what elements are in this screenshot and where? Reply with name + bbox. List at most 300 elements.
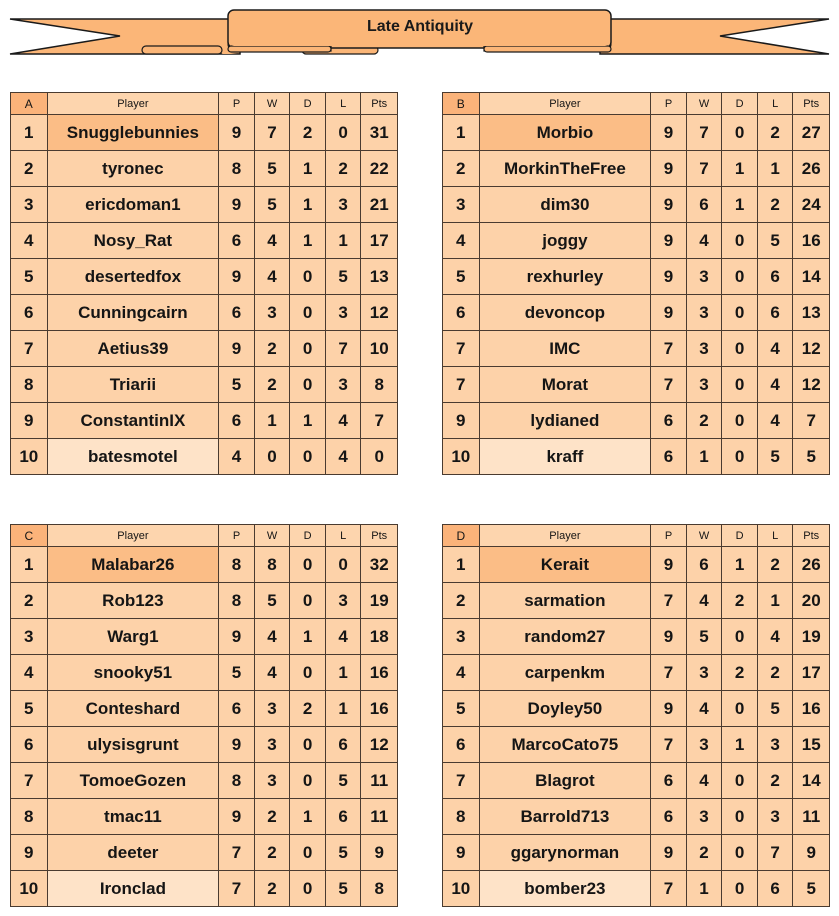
l-cell: 1 (757, 151, 793, 187)
pts-cell: 12 (361, 727, 398, 763)
d-cell: 0 (722, 619, 758, 655)
w-cell: 4 (686, 583, 722, 619)
column-header-player: Player (47, 525, 219, 547)
p-cell: 9 (651, 187, 687, 223)
p-cell: 7 (219, 871, 255, 907)
w-cell: 4 (254, 259, 290, 295)
d-cell: 0 (722, 367, 758, 403)
table-row (11, 619, 398, 655)
d-cell: 0 (290, 871, 326, 907)
table-row (443, 187, 830, 223)
player-name-cell: random27 (479, 619, 651, 655)
group-label: D (443, 525, 480, 547)
p-cell: 7 (651, 583, 687, 619)
d-cell: 1 (290, 223, 326, 259)
w-cell: 3 (686, 799, 722, 835)
w-cell: 6 (686, 547, 722, 583)
rank-cell: 7 (11, 763, 48, 799)
l-cell: 3 (325, 367, 361, 403)
w-cell: 3 (686, 655, 722, 691)
header-row (443, 93, 830, 115)
pts-cell: 19 (793, 619, 830, 655)
pts-cell: 16 (361, 655, 398, 691)
table-row (443, 619, 830, 655)
d-cell: 0 (722, 871, 758, 907)
pts-cell: 14 (793, 259, 830, 295)
player-name-cell: deeter (47, 835, 219, 871)
table-row (443, 691, 830, 727)
player-name-cell: devoncop (479, 295, 651, 331)
p-cell: 9 (219, 727, 255, 763)
group-d-table (442, 524, 830, 907)
l-cell: 2 (757, 547, 793, 583)
player-name-cell: ulysisgrunt (47, 727, 219, 763)
table-row (443, 115, 830, 151)
rank-cell: 5 (11, 259, 48, 295)
player-name-cell: Triarii (47, 367, 219, 403)
pts-cell: 26 (793, 151, 830, 187)
table-row (443, 367, 830, 403)
d-cell: 0 (290, 655, 326, 691)
group-label: A (11, 93, 48, 115)
l-cell: 1 (325, 655, 361, 691)
pts-cell: 12 (361, 295, 398, 331)
header-row (443, 525, 830, 547)
table-row (11, 331, 398, 367)
player-name-cell: Malabar26 (47, 547, 219, 583)
w-cell: 2 (254, 871, 290, 907)
p-cell: 8 (219, 547, 255, 583)
w-cell: 2 (686, 835, 722, 871)
w-cell: 4 (254, 655, 290, 691)
d-cell: 0 (722, 439, 758, 475)
d-cell: 0 (290, 547, 326, 583)
table-row (11, 763, 398, 799)
player-name-cell: rexhurley (479, 259, 651, 295)
p-cell: 6 (219, 691, 255, 727)
p-cell: 8 (219, 763, 255, 799)
column-header-l: L (325, 93, 361, 115)
d-cell: 0 (290, 439, 326, 475)
rank-cell: 7 (443, 763, 480, 799)
player-name-cell: ConstantinIX (47, 403, 219, 439)
table-row (11, 259, 398, 295)
column-header-pts: Pts (793, 93, 830, 115)
p-cell: 6 (219, 403, 255, 439)
w-cell: 3 (254, 295, 290, 331)
p-cell: 7 (651, 367, 687, 403)
w-cell: 5 (686, 619, 722, 655)
p-cell: 9 (651, 619, 687, 655)
rank-cell: 4 (11, 655, 48, 691)
p-cell: 9 (651, 691, 687, 727)
rank-cell: 5 (11, 691, 48, 727)
d-cell: 0 (290, 583, 326, 619)
player-name-cell: lydianed (479, 403, 651, 439)
p-cell: 9 (219, 619, 255, 655)
w-cell: 4 (686, 763, 722, 799)
rank-cell: 3 (11, 619, 48, 655)
player-name-cell: snooky51 (47, 655, 219, 691)
table-row (11, 151, 398, 187)
page-title: Late Antiquity (366, 18, 474, 35)
player-name-cell: MarcoCato75 (479, 727, 651, 763)
table-row (11, 835, 398, 871)
column-header-p: P (219, 93, 255, 115)
player-name-cell: bomber23 (479, 871, 651, 907)
player-name-cell: TomoeGozen (47, 763, 219, 799)
pts-cell: 16 (361, 691, 398, 727)
table-row (443, 799, 830, 835)
pts-cell: 14 (793, 763, 830, 799)
player-name-cell: Warg1 (47, 619, 219, 655)
rank-cell: 1 (443, 547, 480, 583)
l-cell: 0 (325, 547, 361, 583)
pts-cell: 17 (361, 223, 398, 259)
l-cell: 6 (325, 727, 361, 763)
d-cell: 0 (290, 331, 326, 367)
d-cell: 2 (290, 691, 326, 727)
l-cell: 3 (757, 799, 793, 835)
header-row (11, 93, 398, 115)
l-cell: 1 (757, 583, 793, 619)
column-header-player: Player (479, 93, 651, 115)
d-cell: 0 (722, 691, 758, 727)
l-cell: 6 (757, 259, 793, 295)
l-cell: 5 (325, 871, 361, 907)
w-cell: 2 (254, 367, 290, 403)
p-cell: 7 (651, 655, 687, 691)
player-name-cell: Doyley50 (479, 691, 651, 727)
table-row (443, 871, 830, 907)
pts-cell: 16 (793, 223, 830, 259)
p-cell: 7 (651, 727, 687, 763)
p-cell: 5 (219, 367, 255, 403)
d-cell: 1 (290, 187, 326, 223)
table-row (443, 223, 830, 259)
d-cell: 1 (722, 727, 758, 763)
table-row (443, 295, 830, 331)
column-header-player: Player (47, 93, 219, 115)
table-row (11, 799, 398, 835)
pts-cell: 11 (361, 799, 398, 835)
pts-cell: 8 (361, 871, 398, 907)
l-cell: 0 (325, 115, 361, 151)
header-row (11, 525, 398, 547)
l-cell: 1 (325, 223, 361, 259)
w-cell: 5 (254, 583, 290, 619)
rank-cell: 4 (11, 223, 48, 259)
w-cell: 7 (254, 115, 290, 151)
p-cell: 6 (651, 439, 687, 475)
l-cell: 2 (757, 115, 793, 151)
pts-cell: 7 (361, 403, 398, 439)
d-cell: 0 (722, 403, 758, 439)
w-cell: 3 (686, 331, 722, 367)
l-cell: 5 (325, 763, 361, 799)
d-cell: 0 (290, 835, 326, 871)
table-row (443, 403, 830, 439)
table-row (443, 763, 830, 799)
column-header-l: L (325, 525, 361, 547)
p-cell: 9 (651, 835, 687, 871)
d-cell: 1 (290, 799, 326, 835)
w-cell: 2 (254, 331, 290, 367)
rank-cell: 6 (11, 295, 48, 331)
table-row (443, 547, 830, 583)
rank-cell: 2 (11, 151, 48, 187)
rank-cell: 2 (443, 151, 480, 187)
pts-cell: 5 (793, 871, 830, 907)
pts-cell: 0 (361, 439, 398, 475)
pts-cell: 9 (361, 835, 398, 871)
p-cell: 9 (219, 187, 255, 223)
column-header-w: W (254, 525, 290, 547)
rank-cell: 7 (11, 331, 48, 367)
w-cell: 3 (254, 691, 290, 727)
group-a-table (10, 92, 398, 475)
pts-cell: 20 (793, 583, 830, 619)
table-row (11, 223, 398, 259)
l-cell: 4 (325, 439, 361, 475)
p-cell: 5 (219, 655, 255, 691)
pts-cell: 17 (793, 655, 830, 691)
table-row (11, 547, 398, 583)
column-header-d: D (290, 525, 326, 547)
player-name-cell: Aetius39 (47, 331, 219, 367)
pts-cell: 15 (793, 727, 830, 763)
d-cell: 0 (722, 799, 758, 835)
d-cell: 2 (290, 115, 326, 151)
w-cell: 7 (686, 115, 722, 151)
l-cell: 6 (325, 799, 361, 835)
player-name-cell: desertedfox (47, 259, 219, 295)
rank-cell: 2 (11, 583, 48, 619)
p-cell: 6 (219, 295, 255, 331)
w-cell: 3 (686, 367, 722, 403)
p-cell: 6 (651, 799, 687, 835)
rank-cell: 1 (11, 115, 48, 151)
rank-cell: 10 (443, 871, 480, 907)
w-cell: 2 (254, 799, 290, 835)
player-name-cell: Ironclad (47, 871, 219, 907)
group-label: B (443, 93, 480, 115)
table-row (11, 871, 398, 907)
column-header-player: Player (479, 525, 651, 547)
table-row (443, 583, 830, 619)
pts-cell: 24 (793, 187, 830, 223)
rank-cell: 10 (11, 871, 48, 907)
l-cell: 5 (757, 223, 793, 259)
player-name-cell: Kerait (479, 547, 651, 583)
pts-cell: 18 (361, 619, 398, 655)
l-cell: 3 (325, 187, 361, 223)
w-cell: 1 (254, 403, 290, 439)
p-cell: 7 (651, 331, 687, 367)
d-cell: 0 (722, 223, 758, 259)
pts-cell: 5 (793, 439, 830, 475)
player-name-cell: Morbio (479, 115, 651, 151)
d-cell: 1 (722, 547, 758, 583)
player-name-cell: tmac11 (47, 799, 219, 835)
rank-cell: 1 (11, 547, 48, 583)
d-cell: 0 (722, 295, 758, 331)
column-header-pts: Pts (361, 525, 398, 547)
p-cell: 7 (219, 835, 255, 871)
p-cell: 6 (651, 763, 687, 799)
w-cell: 3 (254, 727, 290, 763)
rank-cell: 10 (11, 439, 48, 475)
player-name-cell: Barrold713 (479, 799, 651, 835)
rank-cell: 4 (443, 655, 480, 691)
p-cell: 6 (219, 223, 255, 259)
player-name-cell: Cunningcairn (47, 295, 219, 331)
rank-cell: 8 (11, 367, 48, 403)
player-name-cell: IMC (479, 331, 651, 367)
rank-cell: 4 (443, 223, 480, 259)
column-header-p: P (651, 93, 687, 115)
table-row (11, 403, 398, 439)
pts-cell: 11 (793, 799, 830, 835)
d-cell: 0 (722, 115, 758, 151)
player-name-cell: sarmation (479, 583, 651, 619)
d-cell: 0 (290, 259, 326, 295)
table-row (11, 691, 398, 727)
rank-cell: 3 (443, 187, 480, 223)
l-cell: 4 (757, 367, 793, 403)
d-cell: 0 (290, 727, 326, 763)
rank-cell: 9 (11, 403, 48, 439)
table-row (443, 727, 830, 763)
table-row (11, 439, 398, 475)
player-name-cell: Snugglebunnies (47, 115, 219, 151)
l-cell: 5 (325, 259, 361, 295)
rank-cell: 10 (443, 439, 480, 475)
w-cell: 3 (254, 763, 290, 799)
table-row (443, 331, 830, 367)
l-cell: 3 (325, 295, 361, 331)
d-cell: 0 (722, 763, 758, 799)
table-row (443, 439, 830, 475)
p-cell: 9 (219, 799, 255, 835)
l-cell: 1 (325, 691, 361, 727)
d-cell: 0 (290, 367, 326, 403)
pts-cell: 22 (361, 151, 398, 187)
w-cell: 2 (254, 835, 290, 871)
d-cell: 0 (290, 295, 326, 331)
p-cell: 4 (219, 439, 255, 475)
pts-cell: 13 (361, 259, 398, 295)
p-cell: 9 (651, 115, 687, 151)
column-header-d: D (290, 93, 326, 115)
table-row (11, 115, 398, 151)
l-cell: 3 (325, 583, 361, 619)
d-cell: 0 (722, 259, 758, 295)
p-cell: 7 (651, 871, 687, 907)
table-row (443, 151, 830, 187)
pts-cell: 9 (793, 835, 830, 871)
w-cell: 3 (686, 259, 722, 295)
rank-cell: 7 (443, 331, 480, 367)
rank-cell: 8 (11, 799, 48, 835)
w-cell: 8 (254, 547, 290, 583)
column-header-d: D (722, 525, 758, 547)
rank-cell: 8 (443, 799, 480, 835)
table-row (11, 583, 398, 619)
p-cell: 9 (651, 151, 687, 187)
rank-cell: 5 (443, 691, 480, 727)
l-cell: 4 (325, 403, 361, 439)
pts-cell: 21 (361, 187, 398, 223)
pts-cell: 12 (793, 367, 830, 403)
column-header-pts: Pts (361, 93, 398, 115)
player-name-cell: batesmotel (47, 439, 219, 475)
rank-cell: 3 (443, 619, 480, 655)
w-cell: 0 (254, 439, 290, 475)
w-cell: 1 (686, 871, 722, 907)
rank-cell: 9 (443, 835, 480, 871)
l-cell: 6 (757, 295, 793, 331)
group-label: C (11, 525, 48, 547)
d-cell: 0 (722, 331, 758, 367)
rank-cell: 6 (443, 727, 480, 763)
player-name-cell: ggarynorman (479, 835, 651, 871)
rank-cell: 9 (11, 835, 48, 871)
table-row (11, 295, 398, 331)
d-cell: 1 (722, 187, 758, 223)
w-cell: 1 (686, 439, 722, 475)
player-name-cell: Nosy_Rat (47, 223, 219, 259)
pts-cell: 19 (361, 583, 398, 619)
player-name-cell: MorkinTheFree (479, 151, 651, 187)
pts-cell: 11 (361, 763, 398, 799)
player-name-cell: dim30 (479, 187, 651, 223)
w-cell: 4 (686, 691, 722, 727)
p-cell: 9 (651, 223, 687, 259)
d-cell: 2 (722, 583, 758, 619)
rank-cell: 6 (443, 295, 480, 331)
pts-cell: 26 (793, 547, 830, 583)
l-cell: 2 (757, 187, 793, 223)
table-row (443, 259, 830, 295)
l-cell: 6 (757, 871, 793, 907)
p-cell: 9 (651, 547, 687, 583)
d-cell: 1 (290, 619, 326, 655)
player-name-cell: tyronec (47, 151, 219, 187)
p-cell: 9 (651, 295, 687, 331)
rank-cell: 6 (11, 727, 48, 763)
p-cell: 6 (651, 403, 687, 439)
w-cell: 6 (686, 187, 722, 223)
player-name-cell: kraff (479, 439, 651, 475)
d-cell: 1 (290, 151, 326, 187)
pts-cell: 27 (793, 115, 830, 151)
w-cell: 7 (686, 151, 722, 187)
d-cell: 0 (290, 763, 326, 799)
rank-cell: 1 (443, 115, 480, 151)
w-cell: 4 (254, 223, 290, 259)
p-cell: 8 (219, 151, 255, 187)
rank-cell: 3 (11, 187, 48, 223)
rank-cell: 2 (443, 583, 480, 619)
w-cell: 5 (254, 151, 290, 187)
column-header-w: W (686, 93, 722, 115)
column-header-w: W (686, 525, 722, 547)
player-name-cell: joggy (479, 223, 651, 259)
l-cell: 5 (757, 691, 793, 727)
p-cell: 9 (219, 331, 255, 367)
l-cell: 4 (757, 331, 793, 367)
